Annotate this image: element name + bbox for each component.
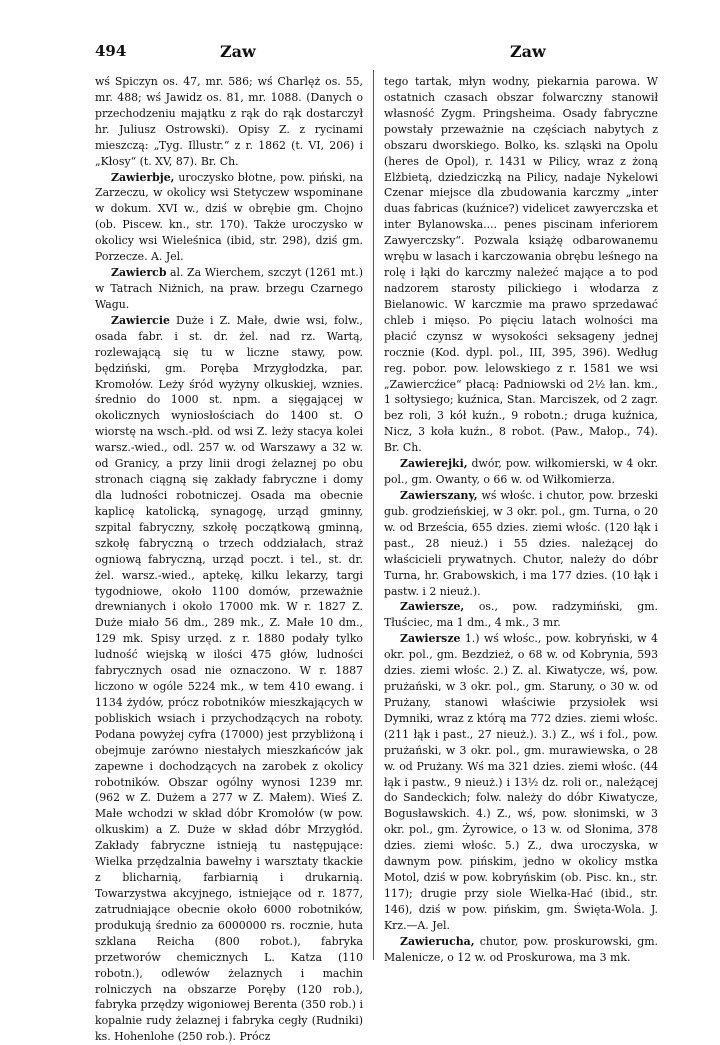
entry: Zawierbje, uroczysko błotne, pow. piński, na Zarzeczu, w okolicy wsi Stetyczew wspominane w dokum. XVI w., dziś w obrębie gm. Chojno (ob. Piscew. kn., str. 170). Także uroczysko w okolicy wsi Wieleśnica (ibid, str. 298), dziś gm. Porzecze. A. Jel. [95,170,363,264]
entry: Zawiersze 1.) wś włośc., pow. kobryński, w 4 okr. pol., gm. Bezdzież, o 68 w. od Kobrynia, 593 dzies. ziemi włośc. 2.) Z. al. Kiwatycze, wś, pow. prużański, w 3 okr. pol., gm. Staruny, o 30 w. od Prużany, stanowi właściwie przysiołek wsi Dymniki, wraz z którą ma 772 dzies. ziemi włośc. (211 łąk i past., 27 nieuż.). 3.) Z., wś i fol., pow. prużański, w 3 okr. pol., gm. murawiewska, o 28 w. od Prużany. Wś ma 321 dzies. ziemi włośc. (44 łąk i pastw., 9 nieuż.) i 13½ dz. roli or., należącej do Sandeckich; folw. należy do dóbr Kiwatycze, Bogusławskich. 4.) Z., wś, pow. słonimski, w 3 okr. pol., gm. Żyrowice, o 13 w. od Słonima, 378 dzies. ziemi włośc. 5.) Z., dwa uroczyska, w dawnym pow. pińskim, jedno w okolicy mstka Motol, dziś w pow. kobryńskim (ob. Pisc. kn., str. 117); drugie przy siole Wielka-Hać (ibid., str. 146), dziś w pow. pińskim, gm. Święta-Wola. J. Krz.—A. Jel. [384,632,658,932]
entry-headword: Zawierucha, [400,934,475,948]
left-column [95,74,363,1045]
right-column [384,74,658,966]
entry: tego tartak, młyn wodny, piekarnia parowa. W ostatnich czasach obszar folwarczny stanowił własność Zygm. Pringsheima. Osady fabryczne powstały przeważnie na częściach nabytych z obszaru dworskiego. Bolko, ks. szląski na Opolu (heres de Opol), r. 1431 w Pilicy, wraz z żoną Elżbietą, dziedziczką na Pilicy, nadaje Nykelowi Czenar miejsce dla zbudowania karczmy „inter duas fabricas (kuźnice?) videlicet zawyerczska et inter Bylanowska.... penes piscinam inferiorem Zawyerczsky“. Pozwala książę odbarowanemu wrębu w lasach i karczowania obrębu leśnego na rolę i łąki do karczmy należeć mające a to pod nadzorem starosty pilickiego i włodarza z Bielanowic. W karczmie ma prawo sprzedawać chleb i mięso. Po pięciu latach wolności ma płacić czynsz w wysokości seksageny jednej rocznie (Kod. dypl. pol., III, 395, 396). Według reg. pobor. pow. lelowskiego z r. 1581 we wsi „Zawiercźice“ płacą: Padniowski od 2½ łan. km., 1 sołtysiego; kuźnica, Stan. Marciszek, od 2 zagr. bez roli, 3 kół kuźn., 9 robotn.; druga kuźnica, Nicz, 3 koła kuźn., 8 robot. (Paw., Małop., 74). Br. Ch. [384,75,658,455]
entry-headword: Zawiercb [111,266,167,280]
entry-headword: Zawierejki, [400,457,468,471]
entry: Zawiercie Duże i Z. Małe, dwie wsi, folw., osada fabr. i st. dr. żel. nad rz. Wartą, rozlewającą się tu w liczne stawy, pow. będziński, gm. Poręba Mrzygłodzka, par. Kromołów. Leży śród wyżyny olkuskiej, wznies. średnio do 1000 st. npm. a sięgającej w okolicznych wyniosłościach do 1400 st. O wiorstę na wsch.-płd. od wsi Z. leży stacya kolei warsz.-wied., odl. 257 w. od Warszawy a 32 w. od Granicy, a przy linii drogi żelaznej po obu stronach ciągną się zakłady fabryczne i domy dla ludności robotniczej. Osada ma obecnie kaplicę katolicką, synagogę, urząd gminny, szpital fabryczny, szkołę początkową gminną, szkołę fabryczną o trzech oddziałach, straż ogniową fabryczną, urząd poczt. i tel., st. dr. żel. warsz.-wied., aptekę, kilku lekarzy, targi tygodniowe, około 1100 domów, przeważnie drewnianych i około 17000 mk. W r. 1827 Z. Duże miało 56 dm., 289 mk., Z. Małe 10 dm., 129 mk. Spisy urzęd. z r. 1880 podały tylko ludność wiejską w ilości 475 głów, ludności fabrycznych osad nie oznaczono. W r. 1887 liczono w ogóle 5224 mk., w tem 410 ewang. i 1134 żydów, prócz robotników mieszkających w pobliskich wsiach i przychodzących na roboty. Podana powyżej cyfra (17000) jest przybliżoną i obejmuje zarówno niestałych mieszkańców jak zapewne i dochodzących na zarobek z okolicy robotników. Obszar ogólny wynosi 1239 mr. (962 w Z. Dużem a 277 w Z. Małem). Wieś Z. Małe wchodzi w skład dóbr Kromołów (w pow. olkuskim) a Z. Duże w skład dóbr Mrzygłód. Zakłady fabryczne istnieją tu następujące: Wielka przędzalnia bawełny i warsztaty tkackie z blicharnią, farbiarnią i drukarnią. Towarzystwa akcyjnego, istniejące od r. 1877, zatrudniające obecnie około 6000 robotników, produkują średnio za 6000000 rs. rocznie, huta szklana Reicha (800 robot.), fabryka przetworów chemicznych L. Katza (110 robotn.), odlewów żelaznych i machin rolniczych na obszarze Poręby (120 rob.), fabryka przędzy wigoniowej Berenta (350 rob.) i kopalnie rudy żelaznej i fabryka cegły (Rudniki) ks. Hohenlohe (250 rob.). Prócz [95,313,363,1044]
entry-headword: Zawierszany, [400,488,478,502]
entry-headword: Zawiercie [111,313,170,327]
entry: Zawierszany, wś włośc. i chutor, pow. brzeski gub. grodzieńskiej, w 3 okr. pol., gm. Turna, o 20 w. od Brześcia, 655 dzies. ziemi włośc. (120 łąk i past., 28 nieuż.) i 55 dzies. należącej do właścicieli prywatnych. Chutor, należy do dóbr Turna, hr. Grabowskich, i ma 177 dzies. (10 łąk i pastw. i 2 nieuż.). [384,488,658,598]
column-divider [373,70,374,960]
entry-headword: Zawierbje, [111,170,175,184]
entry: Zawiercb al. Za Wierchem, szczyt (1261 mt.) w Tatrach Niżnich, na praw. brzegu Czarnego Wagu. [95,266,363,311]
left-running-head: Zaw [220,42,256,61]
page-header [0,42,720,64]
right-running-head: Zaw [510,42,546,61]
entry-headword: Zawiersze [400,632,461,646]
entry: Zawiersze, os., pow. radzymiński, gm. Tłuściec, ma 1 dm., 4 mk., 3 mr. [384,600,658,630]
entry-headword: Zawiersze, [400,600,465,614]
page-number: 494 [95,42,127,60]
entry: Zawierucha, chutor, pow. proskurowski, gm. Malenicze, o 12 w. od Proskurowa, ma 3 mk. [384,934,658,964]
entry: Zawierejki, dwór, pow. wiłkomierski, w 4 okr. pol., gm. Owanty, o 66 w. od Wiłkomierza. [384,457,658,487]
entry: wś Spiczyn os. 47, mr. 586; wś Charlęż os. 55, mr. 488; wś Jawidz os. 81, mr. 1088. (Danych o przechodzeniu majątku z rąk do rąk dostarczył hr. Juliusz Ostrowski). Opisy Z. z rycinami mieszczą: „Tyg. Illustr.“ z r. 1862 (t. VI, 206) i „Kłosy“ (t. XV, 87). Br. Ch. [95,75,363,168]
